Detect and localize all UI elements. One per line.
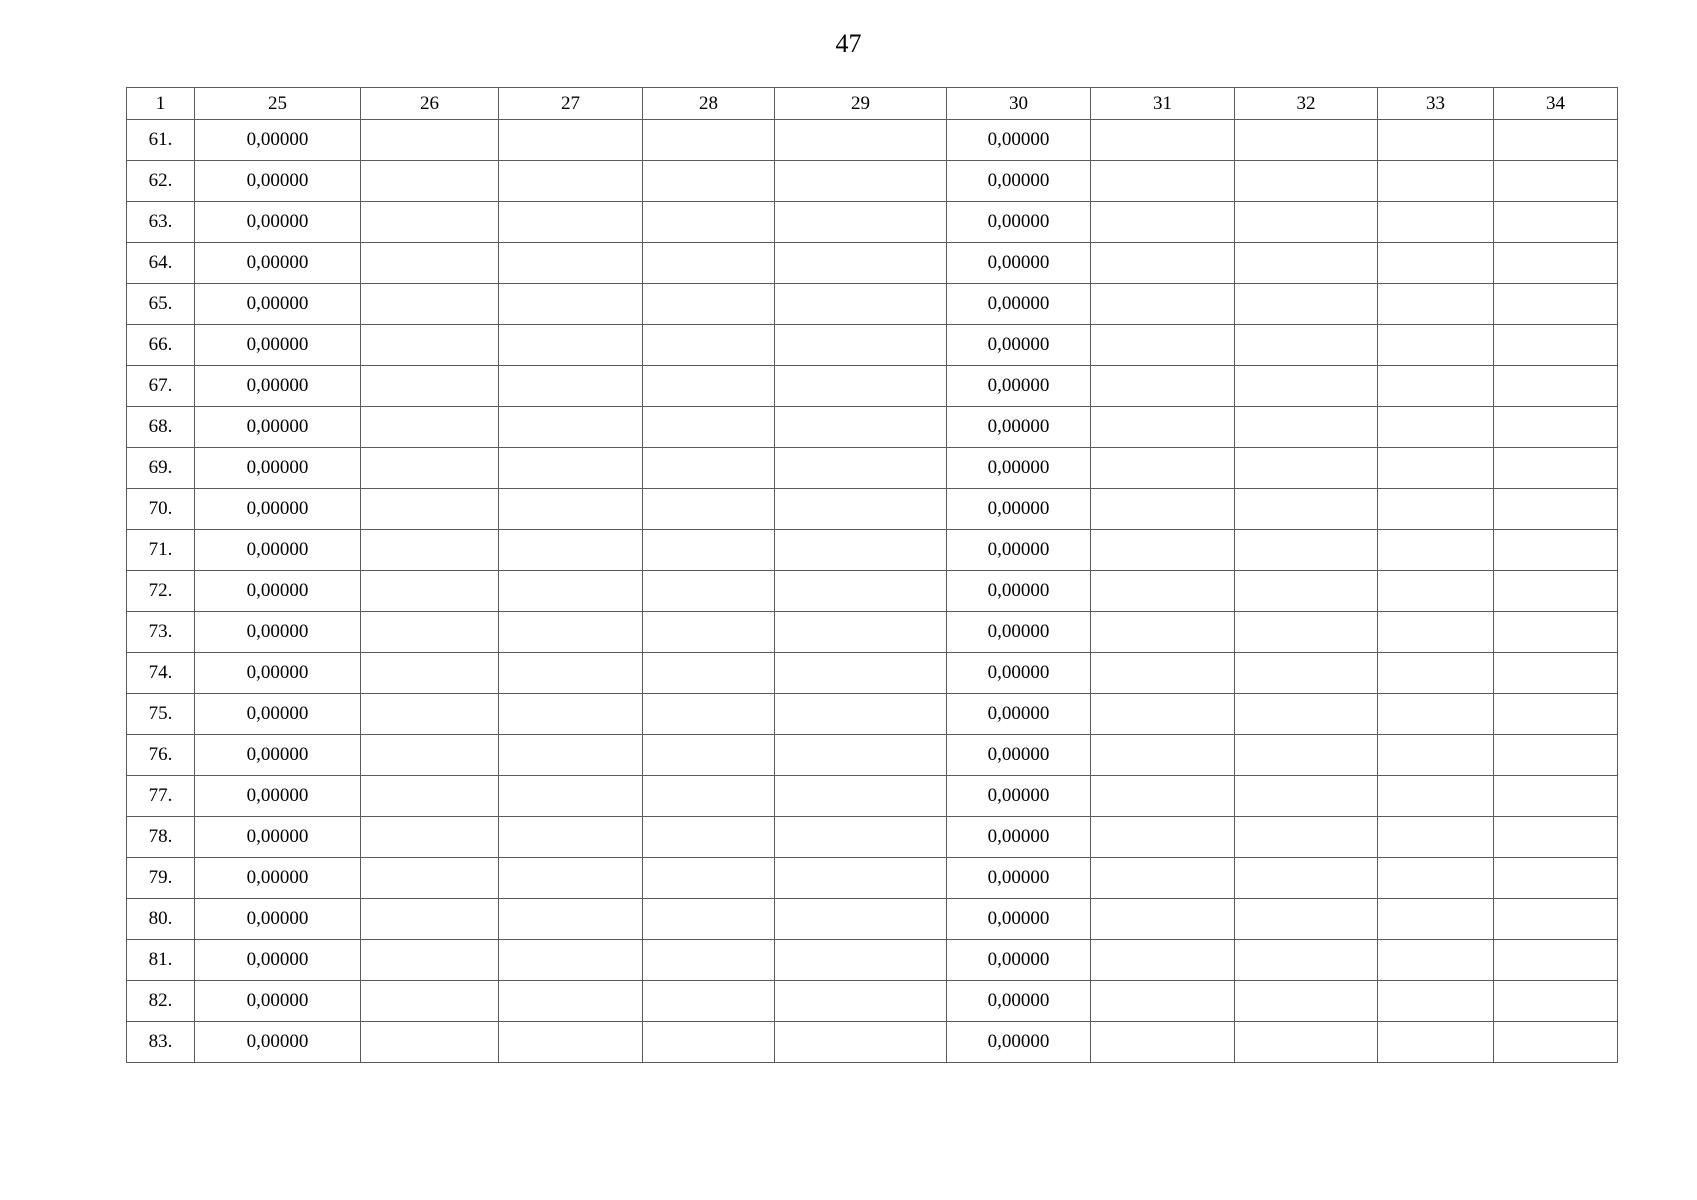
table-cell — [775, 161, 947, 202]
table-cell — [1091, 571, 1235, 612]
column-header-3: 27 — [499, 88, 643, 120]
table-cell — [1378, 858, 1494, 899]
data-table — [126, 87, 1618, 1063]
table-cell — [1091, 489, 1235, 530]
table-cell — [499, 202, 643, 243]
page-number: 47 — [835, 29, 862, 58]
row-number-cell: 68. — [127, 407, 195, 448]
table-cell — [1235, 325, 1378, 366]
table-cell — [775, 284, 947, 325]
column-header-6: 30 — [947, 88, 1091, 120]
table-cell — [1494, 899, 1618, 940]
table-cell — [1235, 776, 1378, 817]
table-cell — [643, 571, 775, 612]
table-cell — [1235, 858, 1378, 899]
table-cell — [1235, 817, 1378, 858]
table-cell — [1494, 407, 1618, 448]
table-row — [127, 202, 1618, 243]
table-cell — [643, 202, 775, 243]
row-number-cell: 83. — [127, 1022, 195, 1063]
table-cell — [643, 489, 775, 530]
table-cell — [1235, 407, 1378, 448]
table-cell: 0,00000 — [947, 817, 1091, 858]
table-cell — [499, 653, 643, 694]
table-cell: 0,00000 — [947, 694, 1091, 735]
table-cell — [1494, 366, 1618, 407]
row-number-cell: 72. — [127, 571, 195, 612]
row-number-cell: 78. — [127, 817, 195, 858]
table-cell — [1378, 407, 1494, 448]
table-cell: 0,00000 — [947, 120, 1091, 161]
table-cell — [499, 899, 643, 940]
table-cell: 0,00000 — [195, 407, 361, 448]
table-cell — [1378, 448, 1494, 489]
table-cell — [775, 571, 947, 612]
table-cell — [1235, 202, 1378, 243]
table-cell — [1378, 243, 1494, 284]
row-number-cell: 67. — [127, 366, 195, 407]
table-cell — [643, 776, 775, 817]
table-cell: 0,00000 — [947, 202, 1091, 243]
table-cell — [775, 325, 947, 366]
table-cell: 0,00000 — [195, 366, 361, 407]
table-cell: 0,00000 — [195, 202, 361, 243]
table-row — [127, 325, 1618, 366]
table-cell: 0,00000 — [947, 407, 1091, 448]
column-header-1: 25 — [195, 88, 361, 120]
table-cell — [361, 407, 499, 448]
column-header-4: 28 — [643, 88, 775, 120]
table-cell — [361, 981, 499, 1022]
table-row — [127, 284, 1618, 325]
table-cell: 0,00000 — [195, 981, 361, 1022]
table-cell — [775, 653, 947, 694]
table-cell: 0,00000 — [195, 530, 361, 571]
table-cell: 0,00000 — [947, 735, 1091, 776]
table-cell — [499, 612, 643, 653]
table-cell — [643, 161, 775, 202]
row-number-cell: 64. — [127, 243, 195, 284]
table-cell — [361, 448, 499, 489]
table-cell — [1235, 612, 1378, 653]
table-cell — [1091, 284, 1235, 325]
table-cell — [1235, 120, 1378, 161]
table-row — [127, 243, 1618, 284]
table-cell — [643, 735, 775, 776]
table-cell: 0,00000 — [947, 530, 1091, 571]
table-cell — [1494, 530, 1618, 571]
table-cell: 0,00000 — [195, 120, 361, 161]
table-cell — [499, 530, 643, 571]
table-cell — [1091, 858, 1235, 899]
table-cell: 0,00000 — [195, 899, 361, 940]
table-cell — [361, 940, 499, 981]
table-cell — [1091, 612, 1235, 653]
table-cell — [643, 120, 775, 161]
table-cell — [361, 366, 499, 407]
table-cell — [775, 612, 947, 653]
table-cell — [1494, 202, 1618, 243]
table-cell: 0,00000 — [195, 448, 361, 489]
table-cell: 0,00000 — [195, 817, 361, 858]
table-cell — [1235, 653, 1378, 694]
table-cell — [643, 940, 775, 981]
table-cell — [1091, 1022, 1235, 1063]
table-cell — [1091, 243, 1235, 284]
table-cell — [1494, 161, 1618, 202]
table-cell — [499, 325, 643, 366]
table-row — [127, 776, 1618, 817]
table-cell — [1378, 940, 1494, 981]
table-cell — [1494, 981, 1618, 1022]
table-row — [127, 694, 1618, 735]
table-cell — [643, 653, 775, 694]
table-cell — [1378, 571, 1494, 612]
table-cell — [1494, 120, 1618, 161]
table-cell — [361, 612, 499, 653]
row-number-cell: 63. — [127, 202, 195, 243]
column-header-9: 33 — [1378, 88, 1494, 120]
table-cell — [775, 448, 947, 489]
table-cell — [1235, 694, 1378, 735]
table-cell — [1494, 284, 1618, 325]
table-row — [127, 448, 1618, 489]
table-cell — [643, 284, 775, 325]
table-cell — [499, 571, 643, 612]
row-number-cell: 61. — [127, 120, 195, 161]
table-cell — [1378, 530, 1494, 571]
table-cell — [499, 1022, 643, 1063]
table-cell — [361, 1022, 499, 1063]
table-cell — [361, 571, 499, 612]
table-cell — [1378, 653, 1494, 694]
table-cell — [361, 653, 499, 694]
table-cell: 0,00000 — [195, 284, 361, 325]
table-row — [127, 161, 1618, 202]
row-number-cell: 71. — [127, 530, 195, 571]
column-header-2: 26 — [361, 88, 499, 120]
table-cell — [643, 366, 775, 407]
table-cell — [1494, 776, 1618, 817]
column-header-8: 32 — [1235, 88, 1378, 120]
table-cell — [1091, 325, 1235, 366]
table-row — [127, 817, 1618, 858]
table-cell — [643, 694, 775, 735]
table-cell: 0,00000 — [195, 243, 361, 284]
table-cell — [361, 776, 499, 817]
table-cell — [1235, 940, 1378, 981]
table-cell — [499, 817, 643, 858]
table-cell — [775, 858, 947, 899]
table-cell — [775, 940, 947, 981]
table-cell: 0,00000 — [947, 325, 1091, 366]
table-cell: 0,00000 — [947, 981, 1091, 1022]
table-cell — [499, 981, 643, 1022]
table-cell — [1378, 735, 1494, 776]
table-cell — [643, 530, 775, 571]
table-cell — [499, 448, 643, 489]
table-cell — [499, 161, 643, 202]
table-cell: 0,00000 — [947, 653, 1091, 694]
table-row — [127, 530, 1618, 571]
row-number-cell: 82. — [127, 981, 195, 1022]
table-cell — [1235, 1022, 1378, 1063]
table-cell — [1091, 776, 1235, 817]
table-cell — [361, 694, 499, 735]
table-cell — [643, 448, 775, 489]
table-cell: 0,00000 — [195, 325, 361, 366]
row-number-cell: 65. — [127, 284, 195, 325]
row-number-cell: 81. — [127, 940, 195, 981]
table-cell — [1494, 489, 1618, 530]
table-cell — [775, 817, 947, 858]
table-cell: 0,00000 — [947, 899, 1091, 940]
table-cell — [1494, 612, 1618, 653]
table-cell — [1494, 817, 1618, 858]
table-cell — [643, 612, 775, 653]
table-cell — [1091, 366, 1235, 407]
row-number-cell: 66. — [127, 325, 195, 366]
table-cell — [499, 776, 643, 817]
table-cell — [775, 120, 947, 161]
table-cell — [1378, 202, 1494, 243]
table-cell — [499, 407, 643, 448]
table-cell — [643, 1022, 775, 1063]
table-cell — [1091, 120, 1235, 161]
table-cell — [1091, 694, 1235, 735]
table-cell — [499, 366, 643, 407]
table-cell: 0,00000 — [947, 1022, 1091, 1063]
row-number-cell: 69. — [127, 448, 195, 489]
table-cell — [361, 120, 499, 161]
table-cell — [1091, 940, 1235, 981]
table-cell — [361, 899, 499, 940]
row-number-cell: 75. — [127, 694, 195, 735]
table-row — [127, 940, 1618, 981]
table-cell — [1235, 243, 1378, 284]
column-header-7: 31 — [1091, 88, 1235, 120]
table-cell — [361, 161, 499, 202]
table-cell — [361, 325, 499, 366]
table-row — [127, 899, 1618, 940]
table-cell — [1378, 694, 1494, 735]
table-cell: 0,00000 — [947, 940, 1091, 981]
table-cell — [1494, 243, 1618, 284]
row-number-cell: 74. — [127, 653, 195, 694]
table-cell — [775, 735, 947, 776]
table-cell — [1378, 284, 1494, 325]
table-cell: 0,00000 — [947, 858, 1091, 899]
table-cell — [361, 489, 499, 530]
table-row — [127, 407, 1618, 448]
row-number-cell: 70. — [127, 489, 195, 530]
table-cell: 0,00000 — [947, 161, 1091, 202]
table-cell — [775, 776, 947, 817]
table-cell: 0,00000 — [947, 571, 1091, 612]
table-cell — [775, 899, 947, 940]
table-cell — [1091, 202, 1235, 243]
table-row — [127, 981, 1618, 1022]
table-cell — [643, 899, 775, 940]
table-cell: 0,00000 — [195, 612, 361, 653]
table-cell — [1091, 817, 1235, 858]
table-cell — [1378, 981, 1494, 1022]
row-number-cell: 79. — [127, 858, 195, 899]
table-cell — [1494, 653, 1618, 694]
table-cell — [1378, 776, 1494, 817]
table-cell — [361, 858, 499, 899]
table-cell — [775, 530, 947, 571]
table-cell — [775, 407, 947, 448]
table-row — [127, 1022, 1618, 1063]
table-cell — [775, 366, 947, 407]
table-cell — [499, 940, 643, 981]
table-cell — [775, 243, 947, 284]
table-cell: 0,00000 — [947, 612, 1091, 653]
table-cell — [1378, 120, 1494, 161]
table-cell: 0,00000 — [947, 776, 1091, 817]
table-cell — [1378, 1022, 1494, 1063]
table-row — [127, 571, 1618, 612]
table-cell — [361, 735, 499, 776]
table-cell — [1378, 817, 1494, 858]
table-cell: 0,00000 — [195, 489, 361, 530]
table-cell — [1235, 530, 1378, 571]
table-cell: 0,00000 — [195, 653, 361, 694]
table-cell — [1235, 489, 1378, 530]
table-row — [127, 653, 1618, 694]
column-header-0: 1 — [127, 88, 195, 120]
table-cell — [499, 243, 643, 284]
table-cell: 0,00000 — [947, 489, 1091, 530]
table-cell: 0,00000 — [195, 1022, 361, 1063]
table-cell — [1091, 981, 1235, 1022]
row-number-cell: 73. — [127, 612, 195, 653]
table-cell — [1235, 284, 1378, 325]
table-cell — [499, 284, 643, 325]
table-cell — [1235, 571, 1378, 612]
table-cell — [361, 817, 499, 858]
table-cell — [1494, 325, 1618, 366]
table-cell — [775, 1022, 947, 1063]
table-cell — [361, 202, 499, 243]
table-cell — [1235, 448, 1378, 489]
column-header-5: 29 — [775, 88, 947, 120]
table-cell — [1378, 366, 1494, 407]
table-cell — [361, 243, 499, 284]
row-number-cell: 77. — [127, 776, 195, 817]
table-cell — [1378, 161, 1494, 202]
table-row — [127, 858, 1618, 899]
table-cell — [361, 284, 499, 325]
table-cell: 0,00000 — [195, 735, 361, 776]
table-cell — [643, 981, 775, 1022]
table-body — [127, 120, 1618, 1063]
table-cell: 0,00000 — [195, 694, 361, 735]
table-cell — [1378, 612, 1494, 653]
table-cell — [499, 858, 643, 899]
table-cell — [1235, 735, 1378, 776]
table-cell — [1494, 694, 1618, 735]
table-cell — [1235, 366, 1378, 407]
table-cell — [775, 202, 947, 243]
table-cell — [499, 120, 643, 161]
table-cell: 0,00000 — [947, 243, 1091, 284]
table-cell — [361, 530, 499, 571]
row-number-cell: 76. — [127, 735, 195, 776]
table-cell — [1494, 448, 1618, 489]
table-cell — [643, 243, 775, 284]
row-number-cell: 62. — [127, 161, 195, 202]
table-cell — [1378, 899, 1494, 940]
table-cell — [1378, 325, 1494, 366]
table-cell — [1494, 735, 1618, 776]
table-cell — [1494, 571, 1618, 612]
table-cell: 0,00000 — [195, 858, 361, 899]
table-cell — [775, 981, 947, 1022]
table-cell — [1378, 489, 1494, 530]
table-row — [127, 612, 1618, 653]
column-header-10: 34 — [1494, 88, 1618, 120]
table-cell — [643, 325, 775, 366]
table-header-row — [127, 88, 1618, 120]
table-cell: 0,00000 — [195, 571, 361, 612]
table-row — [127, 489, 1618, 530]
table-cell: 0,00000 — [195, 161, 361, 202]
table-cell — [643, 817, 775, 858]
table-cell — [1091, 735, 1235, 776]
table-cell — [1494, 940, 1618, 981]
table-cell: 0,00000 — [195, 776, 361, 817]
table-cell — [499, 489, 643, 530]
row-number-cell: 80. — [127, 899, 195, 940]
table-cell — [1091, 653, 1235, 694]
table-cell — [1235, 161, 1378, 202]
table-cell — [1494, 1022, 1618, 1063]
table-cell — [1494, 858, 1618, 899]
table-cell: 0,00000 — [195, 940, 361, 981]
table-cell — [1091, 161, 1235, 202]
table-cell — [1091, 899, 1235, 940]
table-cell: 0,00000 — [947, 448, 1091, 489]
table-row — [127, 120, 1618, 161]
table-cell — [1091, 530, 1235, 571]
table-cell: 0,00000 — [947, 284, 1091, 325]
table-cell — [499, 694, 643, 735]
table-row — [127, 735, 1618, 776]
table-cell — [775, 694, 947, 735]
table-row — [127, 366, 1618, 407]
table-cell — [1235, 899, 1378, 940]
table-cell — [643, 858, 775, 899]
table-cell — [499, 735, 643, 776]
table-cell — [775, 489, 947, 530]
table-cell — [1091, 407, 1235, 448]
table-cell — [1235, 981, 1378, 1022]
table-cell: 0,00000 — [947, 366, 1091, 407]
table-cell — [643, 407, 775, 448]
table-cell — [1091, 448, 1235, 489]
